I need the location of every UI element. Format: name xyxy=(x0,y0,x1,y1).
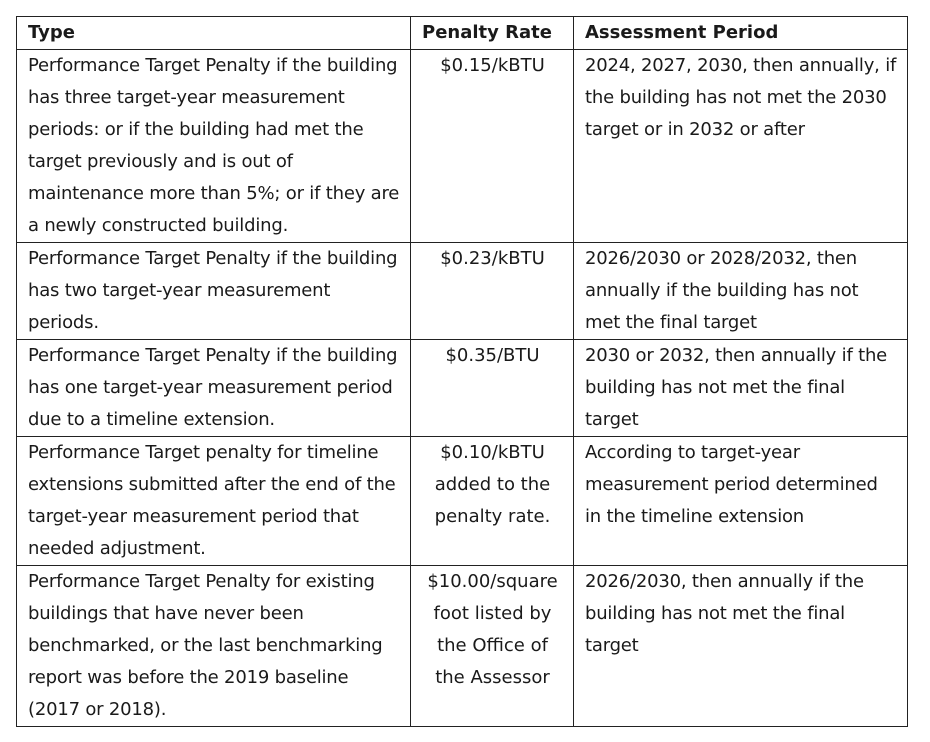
cell-type: Performance Target Penalty if the building has three target-year measurement periods: or if the building had met the target previously and is out of maintenance more than 5%; or if they are a newly constructed building. xyxy=(17,50,411,243)
cell-assessment-period: According to target-year measurement period determined in the timeline extension xyxy=(574,437,908,566)
cell-penalty-rate: $0.10/kBTU added to the penalty rate. xyxy=(411,437,574,566)
cell-penalty-rate: $0.35/BTU xyxy=(411,340,574,437)
cell-assessment-period: 2030 or 2032, then annually if the building has not met the final target xyxy=(574,340,908,437)
cell-penalty-rate: $10.00/square foot listed by the Office of the Assessor xyxy=(411,566,574,727)
cell-type: Performance Target penalty for timeline extensions submitted after the end of the target-year measurement period that needed adjustment. xyxy=(17,437,411,566)
cell-assessment-period: 2026/2030, then annually if the building has not met the final target xyxy=(574,566,908,727)
header-penalty-rate: Penalty Rate xyxy=(411,17,574,50)
cell-penalty-rate: $0.15/kBTU xyxy=(411,50,574,243)
header-type: Type xyxy=(17,17,411,50)
cell-type: Performance Target Penalty for existing buildings that have never been benchmarked, or the last benchmarking report was before the 2019 baseline (2017 or 2018). xyxy=(17,566,411,727)
table-row xyxy=(17,566,908,727)
cell-type: Performance Target Penalty if the building has two target-year measurement periods. xyxy=(17,243,411,340)
table-row xyxy=(17,243,908,340)
penalty-table xyxy=(16,16,908,727)
table-row xyxy=(17,50,908,243)
cell-penalty-rate: $0.23/kBTU xyxy=(411,243,574,340)
cell-assessment-period: 2026/2030 or 2028/2032, then annually if the building has not met the final target xyxy=(574,243,908,340)
header-row xyxy=(17,17,908,50)
table-row xyxy=(17,437,908,566)
header-assessment-period: Assessment Period xyxy=(574,17,908,50)
cell-assessment-period: 2024, 2027, 2030, then annually, if the building has not met the 2030 target or in 2032 or after xyxy=(574,50,908,243)
table-row xyxy=(17,340,908,437)
cell-type: Performance Target Penalty if the building has one target-year measurement period due to a timeline extension. xyxy=(17,340,411,437)
